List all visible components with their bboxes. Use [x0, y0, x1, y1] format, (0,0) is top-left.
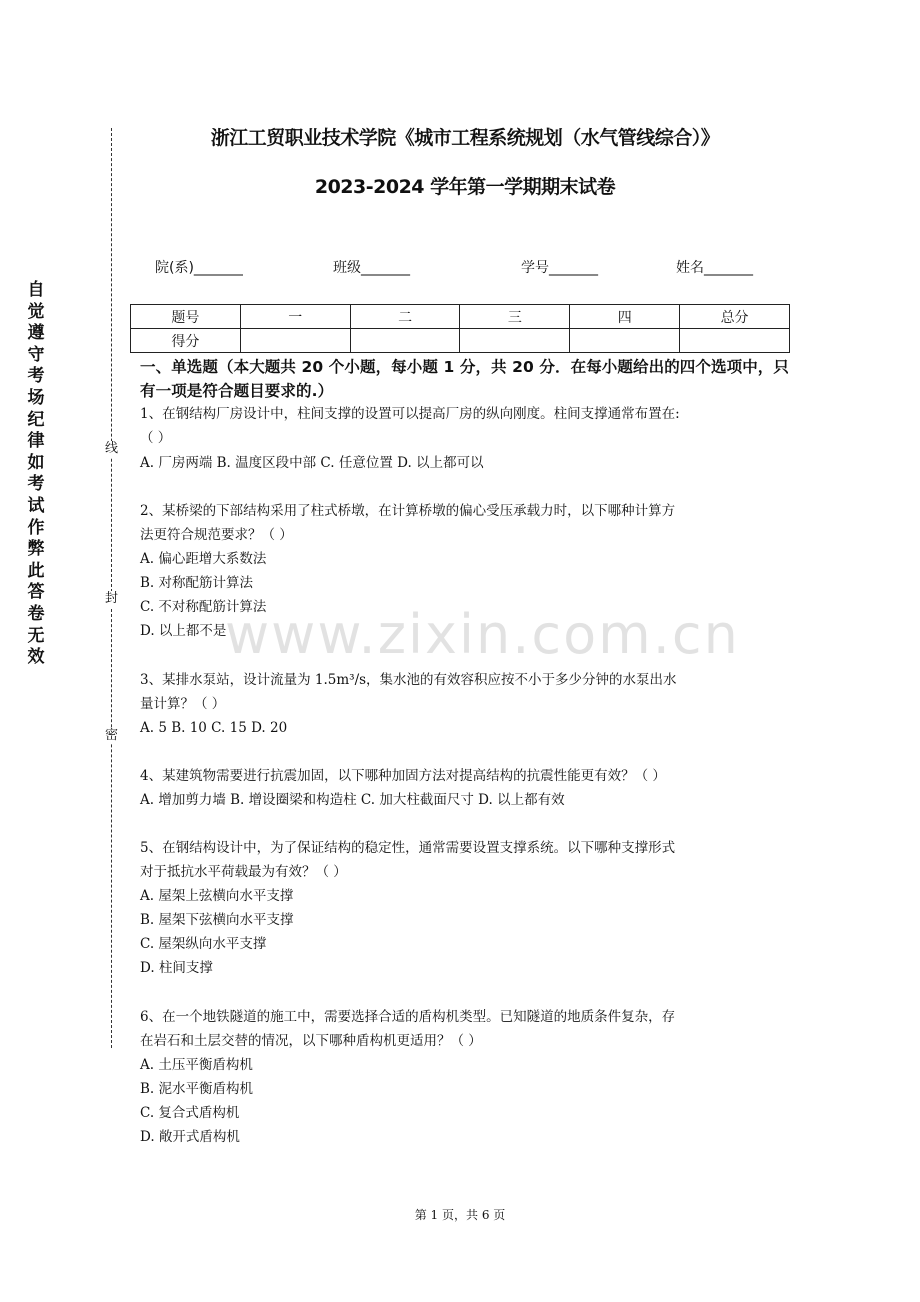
binding-mark-line: 线 — [104, 441, 118, 456]
question-2-option: B. 对称配筋计算法 — [140, 575, 254, 591]
question-6-option: A. 土压平衡盾构机 — [140, 1057, 253, 1073]
question-1-stem-line: （ ） — [140, 430, 172, 446]
score-header-cell: 题号 — [131, 305, 241, 329]
score-cell — [460, 329, 570, 353]
score-table — [130, 304, 790, 353]
question-3-stem-line: 3、某排水泵站，设计流量为 1.5m³/s，集水池的有效容积应按不小于多少分钟的水泵出水 — [140, 672, 677, 688]
binding-mark-seal: 封 — [104, 591, 118, 606]
question-2-option: A. 偏心距增大系数法 — [140, 551, 267, 567]
watermark: www.zixin.com.cn — [225, 603, 740, 666]
question-6-stem-line: 6、在一个地铁隧道的施工中，需要选择合适的盾构机类型。已知隧道的地质条件复杂，存 — [140, 1009, 676, 1025]
question-6-option: C. 复合式盾构机 — [140, 1105, 240, 1121]
question-2-stem-line: 法更符合规范要求？（ ） — [140, 527, 293, 543]
question-5-option: C. 屋架纵向水平支撑 — [140, 936, 267, 952]
page-footer: 第 1 页，共 6 页 — [414, 1208, 506, 1222]
question-5-option: A. 屋架上弦横向水平支撑 — [140, 888, 294, 904]
score-cell — [240, 329, 350, 353]
question-5-option: B. 屋架下弦横向水平支撑 — [140, 912, 294, 928]
question-4-options: A. 增加剪力墙 B. 增设圈梁和构造柱 C. 加大柱截面尺寸 D. 以上都有效 — [140, 792, 565, 808]
side-note: 自觉遵守考场纪律如考试作弊此答卷无效 — [27, 280, 45, 668]
question-1-options: A. 厂房两端 B. 温度区段中部 C. 任意位置 D. 以上都可以 — [140, 455, 484, 471]
score-header-cell: 二 — [350, 305, 460, 329]
score-cell — [350, 329, 460, 353]
student-id-field: 学号_______ — [521, 260, 598, 276]
question-4-stem-line: 4、某建筑物需要进行抗震加固，以下哪种加固方法对提高结构的抗震性能更有效？（ ） — [140, 768, 666, 784]
score-header-cell: 一 — [240, 305, 350, 329]
question-2-option: D. 以上都不是 — [140, 623, 227, 639]
binding-dashed-line — [111, 128, 112, 1048]
question-3-stem-line: 量计算？（ ） — [140, 696, 226, 712]
name-field: 姓名_______ — [676, 260, 753, 276]
question-6-option: D. 敞开式盾构机 — [140, 1129, 240, 1145]
question-2-option: C. 不对称配筋计算法 — [140, 599, 267, 615]
binding-mark-secret: 密 — [104, 728, 118, 743]
question-6-stem-line: 在岩石和土层交替的情况，以下哪种盾构机更适用？（ ） — [140, 1033, 482, 1049]
question-5-stem-line: 对于抵抗水平荷载最为有效？（ ） — [140, 864, 347, 880]
score-header-cell: 四 — [570, 305, 680, 329]
section-heading: 一、单选题（本大题共 20 个小题，每小题 1 分，共 20 分．在每小题给出的四个选项中，只有一项是符合题目要求的.） — [140, 358, 790, 400]
question-5-stem-line: 5、在钢结构设计中，为了保证结构的稳定性，通常需要设置支撑系统。以下哪种支撑形式 — [140, 840, 676, 856]
score-cell — [680, 329, 790, 353]
exam-subtitle: 2023-2024 学年第一学期期末试卷 — [314, 176, 616, 198]
score-row-label: 得分 — [131, 329, 241, 353]
department-field: 院(系)_______ — [155, 260, 243, 276]
question-1-stem-line: 1、在钢结构厂房设计中，柱间支撑的设置可以提高厂房的纵向刚度。柱间支撑通常布置在: — [140, 406, 680, 422]
class-field: 班级_______ — [333, 260, 410, 276]
score-cell — [570, 329, 680, 353]
question-6-option: B. 泥水平衡盾构机 — [140, 1081, 254, 1097]
score-header-cell: 三 — [460, 305, 570, 329]
exam-title: 浙江工贸职业技术学院《城市工程系统规划（水气管线综合）》 — [210, 127, 720, 149]
score-header-cell: 总分 — [680, 305, 790, 329]
question-5-option: D. 柱间支撑 — [140, 960, 213, 976]
score-table-score-row — [131, 329, 790, 353]
question-2-stem-line: 2、某桥梁的下部结构采用了柱式桥墩，在计算桥墩的偏心受压承载力时，以下哪种计算方 — [140, 503, 676, 519]
score-table-header-row — [131, 305, 790, 329]
question-3-options: A. 5 B. 10 C. 15 D. 20 — [140, 720, 288, 736]
